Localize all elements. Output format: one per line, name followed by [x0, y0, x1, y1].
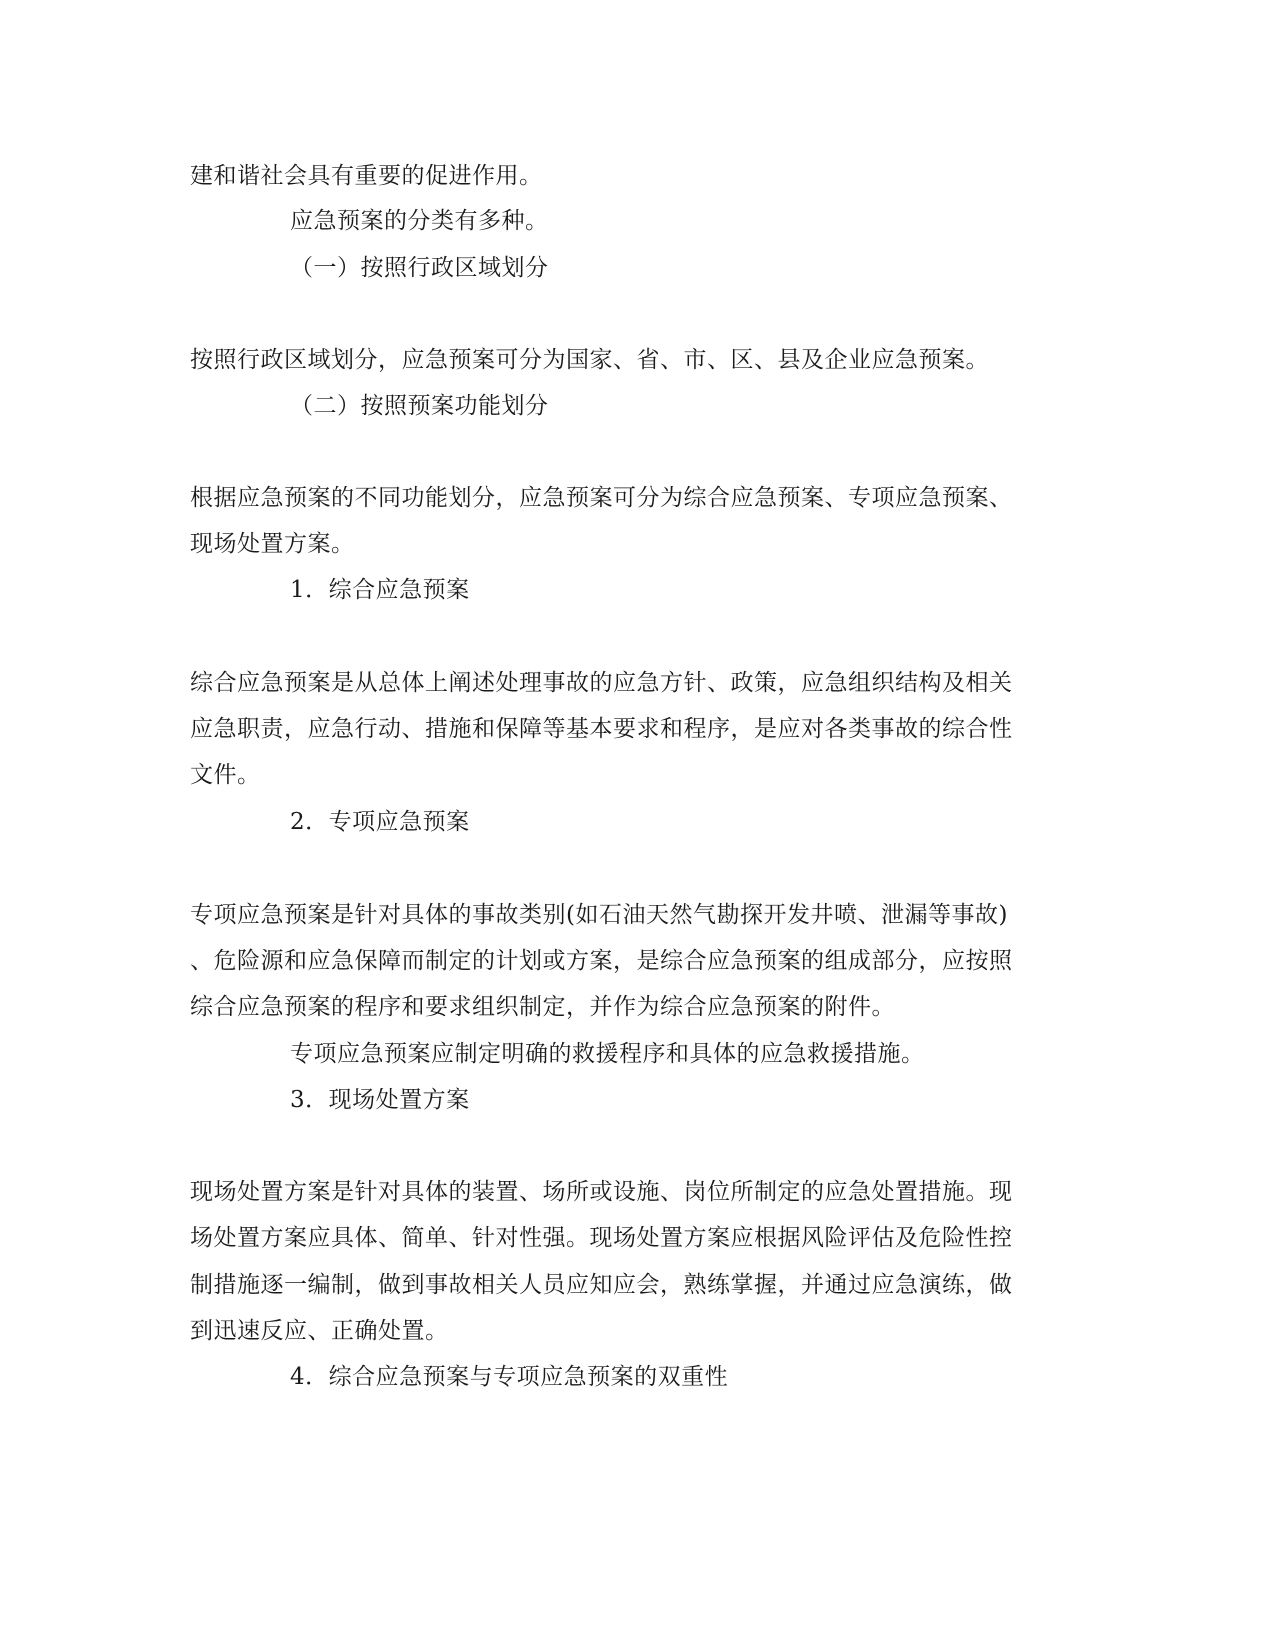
- paragraph-line: 现场处置方案是针对具体的装置、场所或设施、岗位所制定的应急处置措施。现: [190, 1179, 1013, 1205]
- paragraph-line: 到迅速反应、正确处置。: [190, 1318, 449, 1344]
- paragraph-line: 综合应急预案的程序和要求组织制定，并作为综合应急预案的附件。: [190, 994, 895, 1020]
- subsection-heading: 3．现场处置方案: [290, 1087, 470, 1113]
- paragraph-line: 专项应急预案是针对具体的事故类别(如石油天然气勘探开发井喷、泄漏等事故): [190, 902, 1008, 928]
- paragraph-line: 文件。: [190, 762, 261, 788]
- subsection-heading: 1．综合应急预案: [290, 577, 470, 603]
- paragraph-line: 、危险源和应急保障而制定的计划或方案，是综合应急预案的组成部分，应按照: [190, 948, 1013, 974]
- paragraph-line: 现场处置方案。: [190, 531, 355, 557]
- subsection-heading: 4．综合应急预案与专项应急预案的双重性: [290, 1364, 729, 1390]
- paragraph-line: 按照行政区域划分，应急预案可分为国家、省、市、区、县及企业应急预案。: [190, 347, 989, 373]
- subsection-heading: 2．专项应急预案: [290, 809, 470, 835]
- paragraph-line: 应急职责，应急行动、措施和保障等基本要求和程序，是应对各类事故的综合性: [190, 716, 1013, 742]
- paragraph-line: 场处置方案应具体、简单、针对性强。现场处置方案应根据风险评估及危险性控: [190, 1225, 1013, 1251]
- section-heading: （一）按照行政区域划分: [290, 255, 549, 281]
- section-heading: （二）按照预案功能划分: [290, 393, 549, 419]
- paragraph-line: 综合应急预案是从总体上阐述处理事故的应急方针、政策，应急组织结构及相关: [190, 670, 1013, 696]
- paragraph-line: 建和谐社会具有重要的促进作用。: [190, 163, 543, 189]
- paragraph-line: 根据应急预案的不同功能划分，应急预案可分为综合应急预案、专项应急预案、: [190, 485, 1013, 511]
- paragraph-line: 专项应急预案应制定明确的救援程序和具体的应急救援措施。: [290, 1041, 925, 1067]
- paragraph-line: 应急预案的分类有多种。: [290, 208, 549, 234]
- paragraph-line: 制措施逐一编制，做到事故相关人员应知应会，熟练掌握，并通过应急演练，做: [190, 1272, 1013, 1298]
